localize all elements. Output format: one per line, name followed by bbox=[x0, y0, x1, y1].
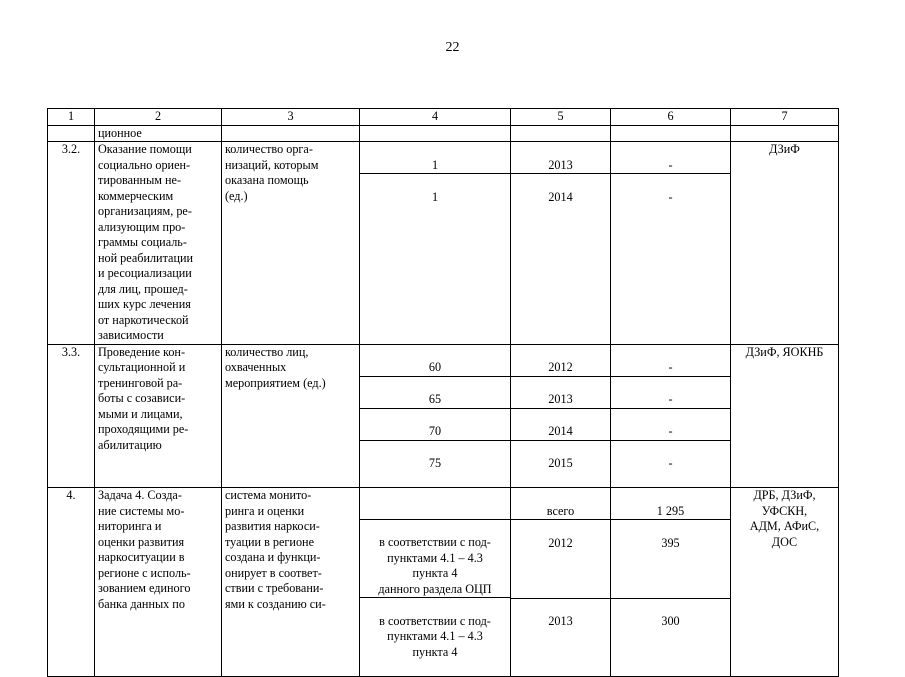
subcell-amount: - bbox=[668, 456, 673, 470]
subcell-value: 75 bbox=[428, 456, 442, 470]
cell-num: 3.3. bbox=[48, 344, 95, 488]
subcell-amount: - bbox=[611, 424, 730, 441]
subcell-value: в соответствии с под- пунктами 4.1 – 4.3 пункта 4 данного раздела ОЦП bbox=[360, 535, 510, 598]
subcell-year: 2014 bbox=[548, 189, 573, 204]
header-cell: 2 bbox=[95, 109, 222, 126]
cell-executor: ДРБ, ДЗиФ, УФСКН, АДМ, АФиС, ДОС bbox=[731, 488, 839, 677]
cell-num: 4. bbox=[48, 488, 95, 677]
cell-num: 3.2. bbox=[48, 142, 95, 345]
cell-num bbox=[48, 125, 95, 142]
continuation-row bbox=[48, 125, 839, 142]
subcell-value: 60 bbox=[360, 360, 510, 377]
cell-value bbox=[360, 125, 511, 142]
table-row bbox=[48, 142, 839, 345]
subcell-value bbox=[360, 504, 510, 520]
cell-executor: ДЗиФ bbox=[731, 142, 839, 345]
cell-value bbox=[360, 142, 511, 345]
subcell-year: всего bbox=[511, 504, 610, 521]
table-header-row bbox=[48, 109, 839, 126]
cell-indicator: количество орга- низаций, которым оказана помощь (ед.) bbox=[222, 142, 360, 345]
cell-year bbox=[511, 344, 611, 488]
cell-name: Проведение кон- сультационной и тренинговой ра- боты с созависи- мыми и лицами, проходящими ре- абилитацию bbox=[95, 344, 222, 488]
subcell-year: 2012 bbox=[511, 536, 610, 599]
table-row bbox=[48, 488, 839, 677]
cell-year bbox=[511, 142, 611, 345]
cell-amount bbox=[611, 488, 731, 677]
cell-name: Задача 4. Созда- ние системы мо- ниторинга и оценки развития наркоситуации в регионе с исполь- зованием единого банка данных по bbox=[95, 488, 222, 677]
subcell-amount: - bbox=[668, 189, 673, 204]
cell-year bbox=[511, 488, 611, 677]
subcell-value: 65 bbox=[360, 392, 510, 409]
table-row bbox=[48, 344, 839, 488]
cell-amount bbox=[611, 344, 731, 488]
cell-value bbox=[360, 344, 511, 488]
header-cell: 4 bbox=[360, 109, 511, 126]
header-cell: 5 bbox=[511, 109, 611, 126]
subcell-value: 1 bbox=[431, 189, 439, 204]
cell-indicator: количество лиц, охваченных мероприятием (ед.) bbox=[222, 344, 360, 488]
cell-amount bbox=[611, 125, 731, 142]
subcell-amount: - bbox=[611, 360, 730, 377]
header-cell: 6 bbox=[611, 109, 731, 126]
cell-indicator bbox=[222, 125, 360, 142]
cell-name: ционное bbox=[95, 125, 222, 142]
cell-name: Оказание помощи социально ориен- тированным не- коммерческим организациям, ре- ализующим про- граммы социаль- ной реабилитации и ресоциализации для лиц, прошед- ших курс лечения от наркотической зависимости bbox=[95, 142, 222, 345]
header-cell: 1 bbox=[48, 109, 95, 126]
cell-value bbox=[360, 488, 511, 677]
subcell-value: в соответствии с под- пунктами 4.1 – 4.3 пункта 4 bbox=[379, 613, 491, 659]
subcell-year: 2015 bbox=[548, 456, 573, 470]
cell-year bbox=[511, 125, 611, 142]
program-table bbox=[47, 108, 839, 677]
subcell-year: 2013 bbox=[511, 392, 610, 409]
subcell-year: 2013 bbox=[548, 614, 573, 628]
cell-executor bbox=[731, 125, 839, 142]
header-cell: 7 bbox=[731, 109, 839, 126]
cell-amount bbox=[611, 142, 731, 345]
subcell-value: 70 bbox=[360, 424, 510, 441]
subcell-amount: - bbox=[611, 392, 730, 409]
subcell-amount: 300 bbox=[661, 614, 680, 628]
cell-executor: ДЗиФ, ЯОКНБ bbox=[731, 344, 839, 488]
subcell-value: 1 bbox=[360, 158, 510, 175]
header-cell: 3 bbox=[222, 109, 360, 126]
page-number: 22 bbox=[445, 40, 460, 55]
subcell-year: 2014 bbox=[511, 424, 610, 441]
subcell-year: 2013 bbox=[511, 158, 610, 175]
subcell-amount: - bbox=[611, 158, 730, 175]
subcell-year: 2012 bbox=[511, 360, 610, 377]
subcell-amount: 395 bbox=[611, 536, 730, 599]
subcell-amount: 1 295 bbox=[611, 504, 730, 521]
cell-indicator: система монито- ринга и оценки развития наркоси- туации в регионе создана и функци- онирует в соответ- ствии с требовани- ями к созданию си- bbox=[222, 488, 360, 677]
